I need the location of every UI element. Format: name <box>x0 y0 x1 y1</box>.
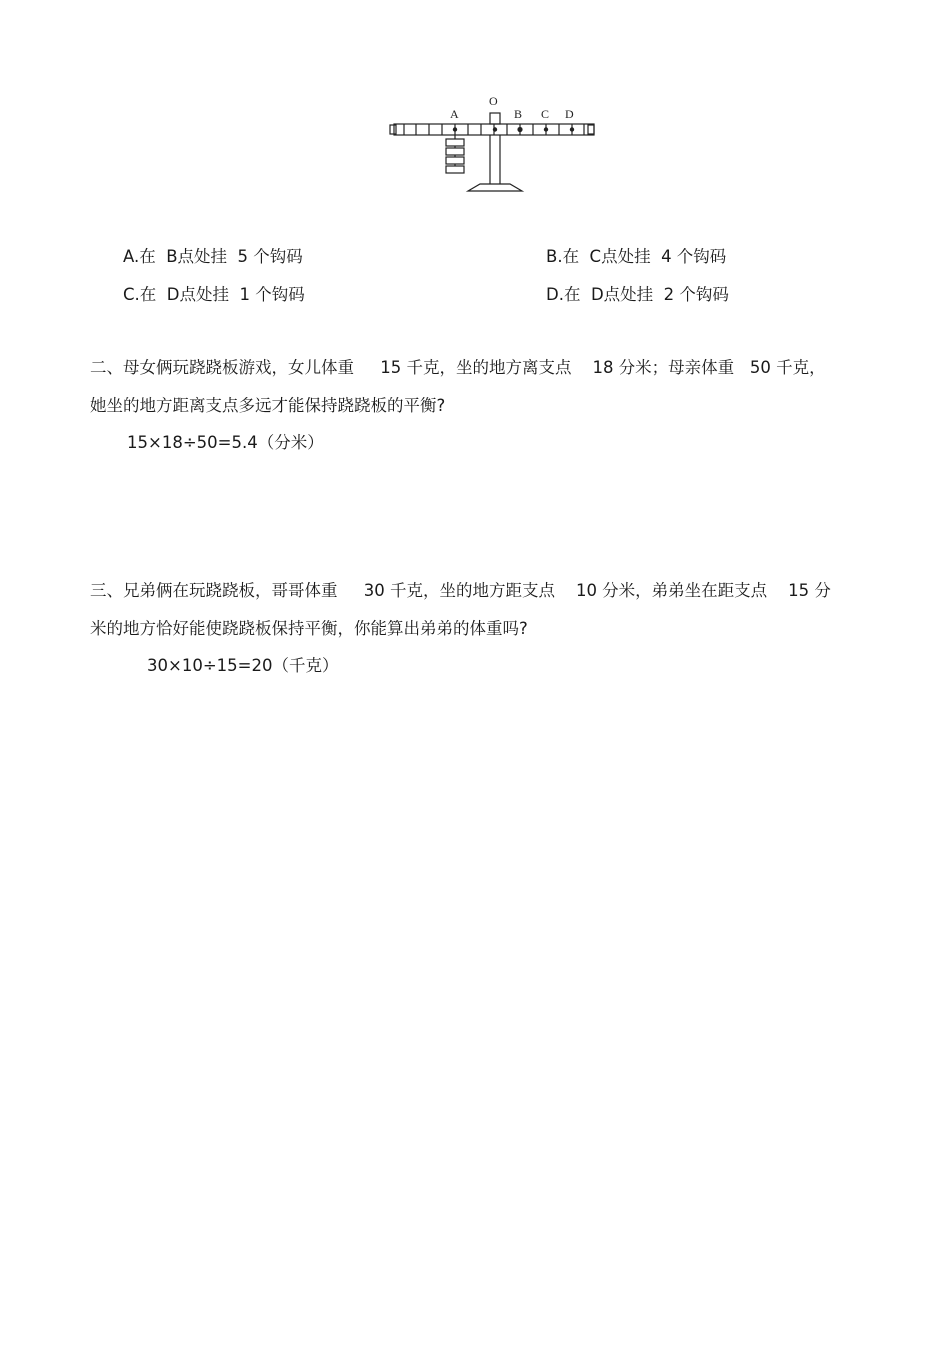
q2-line2: 她坐的地方距离支点多远才能保持跷跷板的平衡? <box>90 396 446 415</box>
pivot-block <box>490 113 500 124</box>
option-a: A.在 B点处挂 5 个钩码 <box>123 247 303 266</box>
right-nut <box>588 125 594 134</box>
point-d-dot <box>570 127 574 131</box>
option-b: B.在 C点处挂 4 个钩码 <box>546 247 727 266</box>
point-c-dot <box>544 127 548 131</box>
label-d: D <box>565 107 574 121</box>
point-b-dot <box>517 127 522 132</box>
label-c: C <box>541 107 550 121</box>
label-o: O <box>489 94 498 108</box>
point-o-dot <box>493 127 497 131</box>
q2-answer: 15×18÷50=5.4（分米） <box>127 433 324 452</box>
q3-line1: 三、兄弟俩在玩跷跷板，哥哥体重 30 千克，坐的地方距支点 10 分米，弟弟坐在距支点 15 分 <box>90 581 831 600</box>
lever-figure <box>388 92 604 198</box>
point-a-dot <box>453 127 457 131</box>
stand-base <box>468 184 522 191</box>
q2-line1: 二、母女俩玩跷跷板游戏，女儿体重 15 千克，坐的地方离支点 18 分米；母亲体重 50 千克， <box>90 358 826 377</box>
q3-line2: 米的地方恰好能使跷跷板保持平衡，你能算出弟弟的体重吗? <box>90 619 528 638</box>
label-b: B <box>514 107 523 121</box>
option-d: D.在 D点处挂 2 个钩码 <box>546 285 729 304</box>
left-nut <box>390 125 396 134</box>
label-a: A <box>450 107 459 121</box>
lever-diagram <box>388 92 604 198</box>
q3-answer: 30×10÷15=20（千克） <box>147 656 339 675</box>
option-c: C.在 D点处挂 1 个钩码 <box>123 285 305 304</box>
